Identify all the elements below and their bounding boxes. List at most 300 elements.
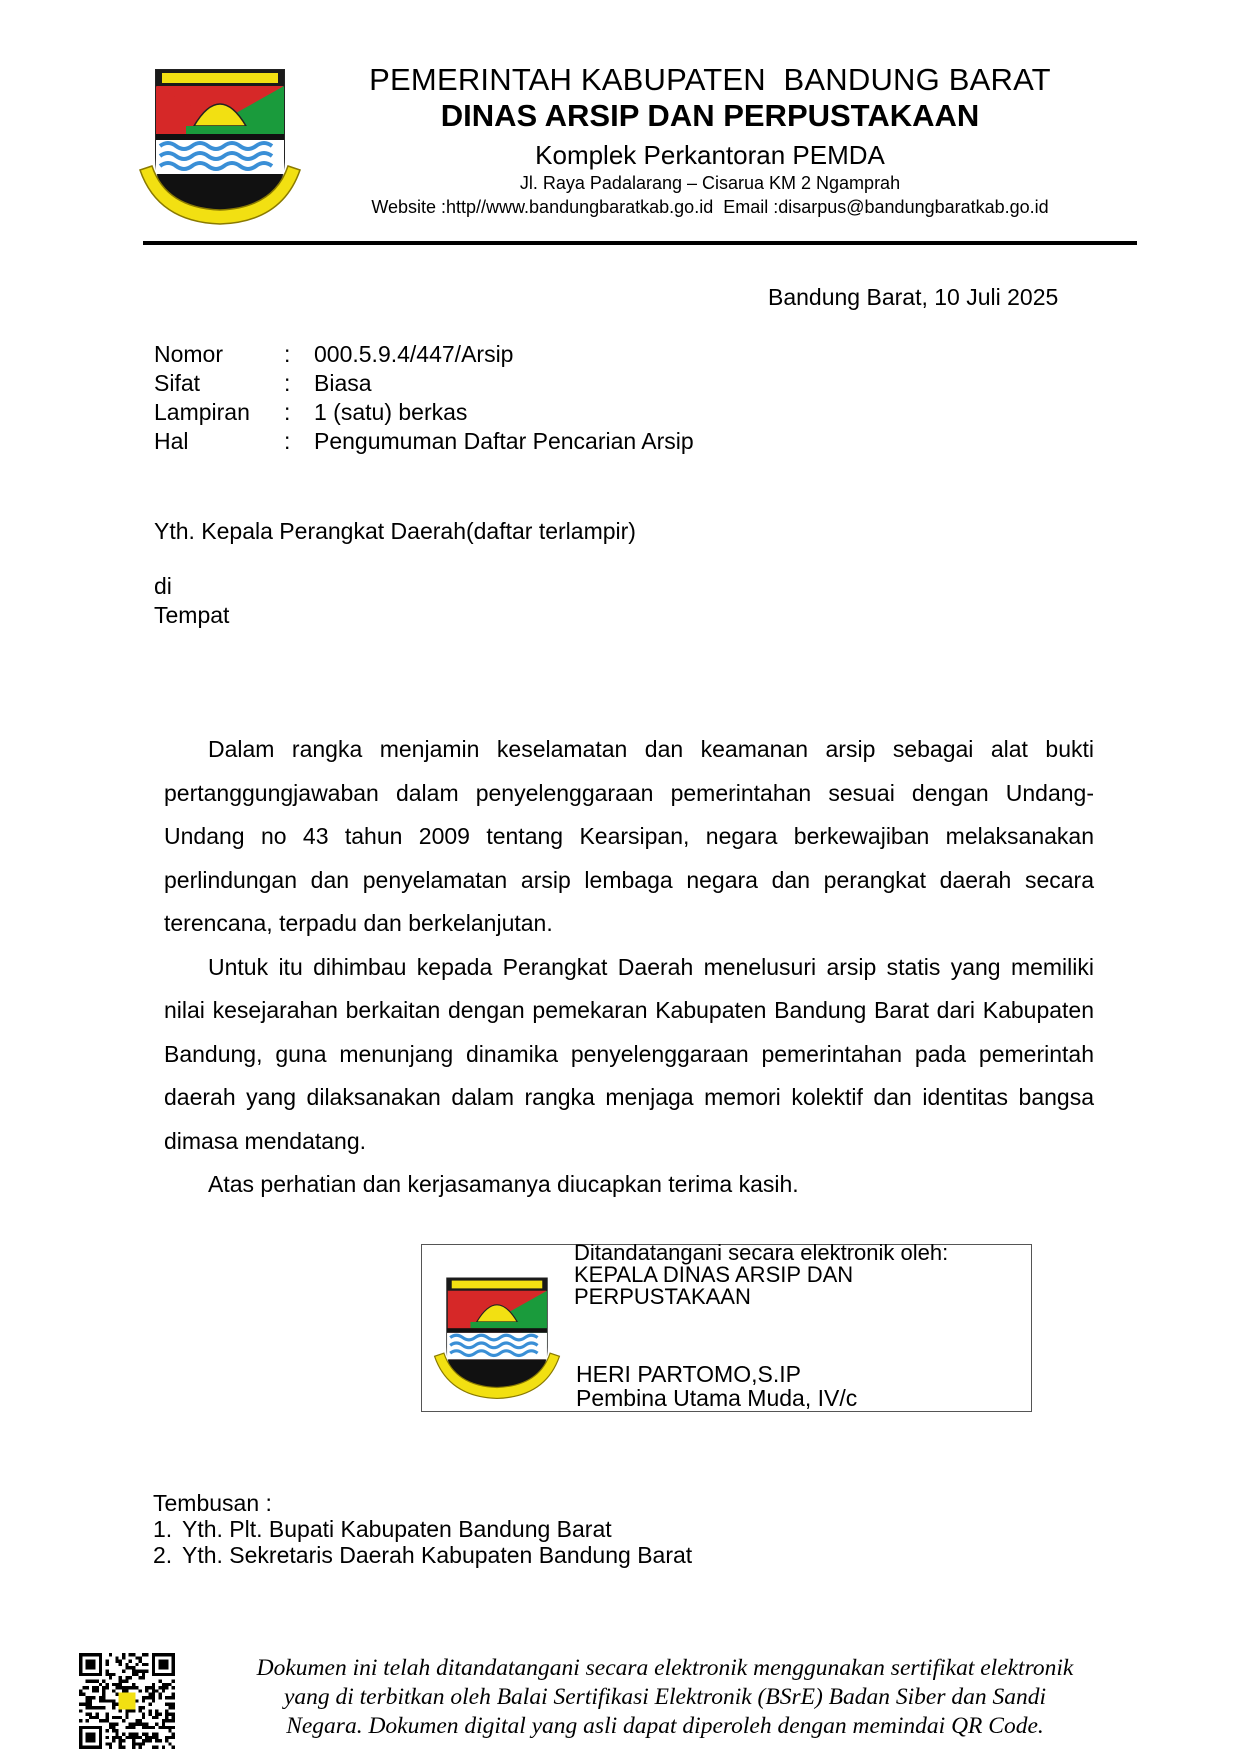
qr-module (102, 1696, 105, 1699)
qr-module (145, 1739, 148, 1742)
qr-module (112, 1726, 115, 1729)
qr-module (135, 1736, 138, 1739)
qr-module (129, 1732, 132, 1735)
qr-module (165, 1736, 168, 1739)
qr-module (165, 1686, 168, 1689)
qr-module (122, 1689, 125, 1692)
meta-row-lampiran (154, 398, 694, 427)
qr-module (172, 1703, 175, 1706)
signer-position-line1: KEPALA DINAS ARSIP DAN (574, 1262, 854, 1287)
signature-emblem-icon (433, 1272, 561, 1400)
tembusan-title: Tembusan : (153, 1490, 272, 1516)
qr-module (115, 1732, 118, 1735)
qr-module (99, 1696, 102, 1699)
qr-module (139, 1746, 142, 1749)
qr-module (152, 1736, 155, 1739)
qr-module (139, 1719, 142, 1722)
qr-module (105, 1660, 108, 1663)
qr-module (165, 1739, 168, 1742)
qr-module (149, 1726, 152, 1729)
letterhead-address: Jl. Raya Padalarang – Cisarua KM 2 Ngamprah (519, 173, 901, 193)
qr-module (168, 1726, 171, 1729)
qr-module (119, 1693, 136, 1710)
qr-module (96, 1689, 99, 1692)
qr-module (162, 1689, 165, 1692)
qr-module (162, 1726, 165, 1729)
qr-module (86, 1706, 89, 1709)
qr-module (102, 1699, 105, 1702)
qr-module (142, 1726, 145, 1729)
qr-module (105, 1683, 108, 1686)
qr-module (149, 1713, 152, 1716)
qr-module (99, 1706, 102, 1709)
qr-module (115, 1693, 118, 1696)
qr-module (122, 1670, 125, 1673)
qr-module (82, 1693, 85, 1696)
qr-module (172, 1732, 175, 1735)
qr-module (139, 1689, 142, 1692)
qr-module (105, 1742, 108, 1745)
qr-module (109, 1699, 112, 1702)
qr-module (119, 1686, 122, 1689)
qr-module (89, 1696, 92, 1699)
tembusan (153, 1490, 692, 1568)
qr-module (115, 1686, 118, 1689)
qr-module (142, 1653, 145, 1656)
qr-module (79, 1709, 82, 1712)
qr-module (149, 1693, 152, 1696)
signer-name: HERI PARTOMO,S.IP (576, 1361, 801, 1387)
qr-module (155, 1713, 158, 1716)
qr-module (149, 1709, 152, 1712)
qr-module (96, 1679, 99, 1682)
meta-colon: : (284, 341, 291, 367)
qr-module (89, 1713, 92, 1716)
qr-module (158, 1693, 161, 1696)
qr-module (112, 1673, 115, 1676)
qr-code-icon[interactable] (79, 1653, 175, 1749)
qr-module (86, 1686, 89, 1689)
qr-module (172, 1719, 175, 1722)
qr-module (145, 1736, 148, 1739)
qr-module (162, 1686, 165, 1689)
qr-module (82, 1703, 85, 1706)
qr-module (165, 1716, 168, 1719)
qr-module (158, 1679, 161, 1682)
qr-module (149, 1736, 152, 1739)
qr-module (92, 1679, 95, 1682)
qr-module (125, 1663, 128, 1666)
qr-module (125, 1666, 128, 1669)
qr-module (139, 1670, 142, 1673)
body-paragraph: Untuk itu dihimbau kepada Perangkat Daerah menelusuri arsip statis yang memiliki nilai kesejarahan berkaitan dengan pemekaran Kabupaten Bandung Barat dari Kabupaten Bandung, guna menunjang dinamika penyelenggaraan pemerintahan pada pemerintah daerah yang dilaksanakan dalam rangka menjaga memori kolektif dan identitas bangsa dimasa mendatang. (164, 953, 1094, 1154)
qr-module (155, 1746, 158, 1749)
location (154, 572, 229, 630)
qr-module (139, 1736, 142, 1739)
qr-module (115, 1729, 118, 1732)
qr-module (115, 1736, 118, 1739)
qr-module (155, 1732, 158, 1735)
letterhead-contact: Website :http//www.bandungbaratkab.go.id Email :disarpus@bandungbaratkab.go.id (371, 197, 1049, 217)
qr-module (105, 1673, 108, 1676)
qr-module (125, 1736, 128, 1739)
qr-module (129, 1726, 132, 1729)
qr-module (135, 1732, 138, 1735)
qr-module (112, 1736, 115, 1739)
qr-module (132, 1739, 135, 1742)
qr-module (139, 1676, 142, 1679)
qr-module (145, 1696, 148, 1699)
qr-module (165, 1726, 168, 1729)
qr-module (112, 1689, 115, 1692)
qr-module (125, 1713, 128, 1716)
tembusan-item-text: Yth. Sekretaris Daerah Kabupaten Bandung Barat (182, 1542, 693, 1568)
qr-module (99, 1683, 102, 1686)
signer-rank: Pembina Utama Muda, IV/c (576, 1385, 858, 1411)
qr-module (132, 1732, 135, 1735)
qr-module (109, 1723, 112, 1726)
qr-module (105, 1716, 108, 1719)
meta-value: 000.5.9.4/447/Arsip (314, 341, 514, 367)
qr-module (115, 1660, 118, 1663)
qr-module (132, 1709, 135, 1712)
qr-module (102, 1706, 105, 1709)
qr-module (172, 1686, 175, 1689)
meta-row-hal (154, 427, 694, 456)
qr-module (129, 1660, 132, 1663)
qr-module (149, 1686, 152, 1689)
qr-module (132, 1686, 135, 1689)
qr-module (158, 1696, 161, 1699)
meta-colon: : (284, 370, 291, 396)
qr-module (168, 1736, 171, 1739)
qr-module (168, 1706, 171, 1709)
qr-module (112, 1706, 115, 1709)
qr-module (112, 1729, 115, 1732)
qr-module (172, 1746, 175, 1749)
qr-module (105, 1686, 108, 1689)
qr-module (109, 1676, 112, 1679)
qr-module (158, 1686, 161, 1689)
qr-module (155, 1709, 158, 1712)
qr-module (86, 1713, 89, 1716)
qr-module (168, 1696, 171, 1699)
qr-module (86, 1703, 89, 1706)
qr-module (119, 1679, 122, 1682)
qr-module (142, 1670, 145, 1673)
qr-module (168, 1683, 171, 1686)
qr-module (152, 1696, 155, 1699)
qr-module (152, 1689, 155, 1692)
addressee: Yth. Kepala Perangkat Daerah(daftar terlampir) (154, 518, 636, 544)
qr-module (129, 1666, 132, 1669)
emblem-logo-icon (138, 62, 302, 226)
qr-module (119, 1739, 122, 1742)
qr-module (139, 1742, 142, 1745)
qr-module (142, 1716, 145, 1719)
qr-module (142, 1742, 145, 1745)
qr-module (139, 1660, 142, 1663)
meta-label: Hal (154, 428, 189, 454)
meta-value: Biasa (314, 370, 372, 396)
qr-module (92, 1706, 95, 1709)
qr-module (145, 1663, 148, 1666)
qr-module (135, 1719, 138, 1722)
qr-module (92, 1696, 95, 1699)
qr-module (152, 1746, 155, 1749)
qr-module (86, 1699, 89, 1702)
qr-module (152, 1683, 155, 1686)
qr-module (112, 1683, 115, 1686)
signer-position-line2: PERPUSTAKAAN (574, 1284, 751, 1309)
qr-module (139, 1706, 142, 1709)
meta-colon: : (284, 428, 291, 454)
e-signature-note-line3: Negara. Dokumen digital yang asli dapat diperoleh dengan memindai QR Code. (286, 1713, 1044, 1739)
qr-module (99, 1719, 102, 1722)
qr-module (102, 1719, 105, 1722)
qr-module (86, 1696, 89, 1699)
qr-module (89, 1716, 92, 1719)
qr-module (145, 1689, 148, 1692)
body-paragraph: Dalam rangka menjamin keselamatan dan keamanan arsip sebagai alat bukti pertanggungjawaban dalam penyelenggaraan pemerintahan sesuai dengan Undang- Undang no 43 tahun 2009 tentang Kearsipan, negara berkewajiban melaksanakan perlindungan dan penyelamatan arsip lembaga negara dan perangkat daerah secara terencana, terpadu dan berkelanjutan. (164, 736, 1094, 936)
qr-module (119, 1663, 122, 1666)
qr-module (155, 1739, 158, 1742)
qr-module (79, 1693, 82, 1696)
qr-module (115, 1683, 118, 1686)
qr-module (135, 1663, 138, 1666)
qr-module (142, 1706, 145, 1709)
qr-module (122, 1679, 125, 1682)
qr-module (155, 1736, 158, 1739)
qr-module (145, 1723, 148, 1726)
qr-module (132, 1746, 135, 1749)
qr-module (115, 1703, 118, 1706)
qr-module (129, 1676, 132, 1679)
qr-module (96, 1706, 99, 1709)
meta-row-nomor (154, 340, 694, 369)
location-line2: Tempat (154, 602, 230, 628)
qr-module (145, 1732, 148, 1735)
qr-module (125, 1679, 128, 1682)
qr-module (145, 1653, 148, 1656)
qr-module (96, 1716, 99, 1719)
location-line1: di (154, 573, 172, 599)
qr-module (119, 1709, 122, 1712)
qr-module (165, 1709, 168, 1712)
qr-module (102, 1689, 105, 1692)
qr-module (119, 1660, 122, 1663)
tembusan-item-number: 2. (153, 1542, 173, 1568)
qr-module (132, 1653, 135, 1656)
qr-module (112, 1723, 115, 1726)
qr-module (122, 1732, 125, 1735)
qr-module (96, 1713, 99, 1716)
qr-module (158, 1660, 168, 1670)
qr-module (145, 1726, 148, 1729)
e-signature-note-line1: Dokumen ini telah ditandatangani secara elektronik menggunakan sertifikat elektronik (256, 1655, 1074, 1681)
qr-module (122, 1746, 125, 1749)
letterhead-complex: Komplek Perkantoran PEMDA (535, 140, 885, 170)
qr-module (109, 1653, 112, 1656)
body-paragraph: Atas perhatian dan kerjasamanya diucapkan terima kasih. (208, 1171, 799, 1197)
meta-colon: : (284, 399, 291, 425)
qr-module (162, 1746, 165, 1749)
qr-module (105, 1713, 108, 1716)
qr-module (96, 1686, 99, 1689)
letter-date: Bandung Barat, 10 Juli 2025 (768, 284, 1059, 310)
qr-module (86, 1732, 96, 1742)
qr-module (149, 1739, 152, 1742)
letterhead-divider (143, 241, 1137, 245)
tembusan-item-text: Yth. Plt. Bupati Kabupaten Bandung Barat (182, 1516, 612, 1542)
qr-module (132, 1683, 135, 1686)
qr-module (129, 1686, 132, 1689)
qr-module (105, 1699, 108, 1702)
qr-module (165, 1696, 168, 1699)
qr-module (105, 1729, 108, 1732)
qr-module (152, 1732, 155, 1735)
letter-body (164, 728, 1094, 1207)
letterhead-agency: DINAS ARSIP DAN PERPUSTAKAAN (440, 98, 980, 133)
qr-module (122, 1739, 125, 1742)
qr-module (109, 1673, 112, 1676)
qr-module (162, 1719, 165, 1722)
qr-module (119, 1742, 122, 1745)
qr-module (135, 1686, 138, 1689)
qr-module (168, 1703, 171, 1706)
meta-label: Sifat (154, 370, 201, 396)
qr-module (109, 1726, 112, 1729)
qr-module (172, 1679, 175, 1682)
tembusan-item-number: 1. (153, 1516, 173, 1542)
qr-module (135, 1699, 138, 1702)
qr-module (142, 1696, 145, 1699)
qr-module (135, 1723, 138, 1726)
qr-module (119, 1716, 122, 1719)
qr-module (86, 1719, 89, 1722)
qr-module (162, 1683, 165, 1686)
qr-module (165, 1683, 168, 1686)
letterhead-government: PEMERINTAH KABUPATEN BANDUNG BARAT (369, 62, 1051, 97)
qr-module (109, 1746, 112, 1749)
qr-module (172, 1706, 175, 1709)
qr-module (152, 1686, 155, 1689)
qr-module (152, 1699, 155, 1702)
qr-module (168, 1729, 171, 1732)
qr-module (125, 1689, 128, 1692)
qr-module (129, 1723, 132, 1726)
qr-module (135, 1742, 138, 1745)
qr-module (92, 1689, 95, 1692)
qr-module (165, 1703, 168, 1706)
qr-module (82, 1686, 85, 1689)
qr-module (139, 1723, 142, 1726)
qr-module (92, 1716, 95, 1719)
qr-module (122, 1653, 125, 1656)
qr-module (165, 1719, 168, 1722)
qr-module (122, 1719, 125, 1722)
e-signature-note-line2: yang di terbitkan oleh Balai Sertifikasi Elektronik (BSrE) Badan Siber dan Sandi (283, 1684, 1047, 1710)
letter-meta (154, 340, 694, 456)
qr-module (172, 1713, 175, 1716)
qr-module (112, 1716, 115, 1719)
qr-module (149, 1696, 152, 1699)
meta-row-sifat (154, 369, 694, 398)
qr-module (142, 1713, 145, 1716)
qr-module (105, 1719, 108, 1722)
qr-module (119, 1683, 122, 1686)
qr-module (132, 1726, 135, 1729)
qr-module (89, 1703, 92, 1706)
signed-by-label: Ditandatangani secara elektronik oleh: (574, 1240, 949, 1265)
qr-module (102, 1686, 105, 1689)
qr-module (165, 1713, 168, 1716)
qr-module (139, 1656, 142, 1659)
qr-module (79, 1719, 82, 1722)
qr-module (89, 1706, 92, 1709)
qr-module (109, 1742, 112, 1745)
meta-label: Nomor (154, 341, 224, 367)
qr-module (172, 1736, 175, 1739)
qr-module (135, 1673, 138, 1676)
qr-module (86, 1660, 96, 1670)
qr-module (172, 1696, 175, 1699)
qr-module (122, 1686, 125, 1689)
qr-module (119, 1676, 122, 1679)
qr-module (152, 1726, 155, 1729)
qr-module (125, 1726, 128, 1729)
meta-label: Lampiran (154, 399, 250, 425)
qr-module (89, 1679, 92, 1682)
qr-module (102, 1693, 105, 1696)
e-signature-note (215, 1654, 1115, 1741)
qr-module (145, 1686, 148, 1689)
qr-module (105, 1736, 108, 1739)
qr-module (112, 1699, 115, 1702)
qr-module (172, 1693, 175, 1696)
qr-module (132, 1670, 135, 1673)
qr-module (149, 1703, 152, 1706)
qr-module (112, 1703, 115, 1706)
qr-module (168, 1719, 171, 1722)
qr-module (89, 1699, 92, 1702)
qr-module (172, 1726, 175, 1729)
qr-module (135, 1656, 138, 1659)
qr-module (142, 1732, 145, 1735)
qr-module (115, 1723, 118, 1726)
qr-module (142, 1739, 145, 1742)
qr-module (158, 1713, 161, 1716)
qr-module (125, 1716, 128, 1719)
qr-module (105, 1663, 108, 1666)
qr-module (102, 1679, 105, 1682)
qr-module (168, 1742, 171, 1745)
qr-module (112, 1739, 115, 1742)
qr-module (122, 1656, 125, 1659)
qr-module (155, 1716, 158, 1719)
qr-module (125, 1709, 128, 1712)
qr-module (119, 1736, 122, 1739)
qr-module (129, 1709, 132, 1712)
qr-module (142, 1723, 145, 1726)
qr-module (168, 1713, 171, 1716)
qr-module (155, 1689, 158, 1692)
qr-module (158, 1739, 161, 1742)
qr-module (115, 1716, 118, 1719)
qr-module (105, 1670, 108, 1673)
qr-module (132, 1736, 135, 1739)
qr-module (129, 1736, 132, 1739)
